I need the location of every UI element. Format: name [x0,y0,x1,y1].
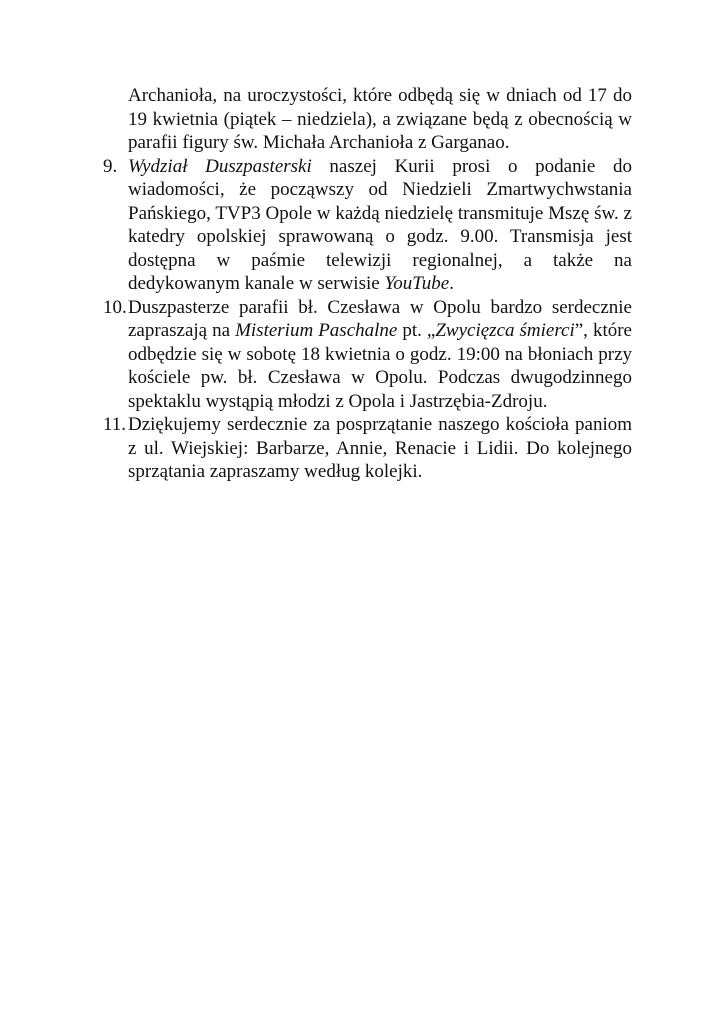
announcement-item-11 [103,413,632,484]
text-run: Dziękujemy serdecznie za posprzątanie naszego kościoła paniom z ul. Wiejskiej: Barbarze, Annie, Renacie i Lidii. Do kolejnego sprzątania zapraszamy według kolejki. [128,414,632,482]
announcement-item-10 [103,296,632,414]
list-item-number: 11. [103,414,127,435]
announcements-text-block [103,84,632,484]
list-item-text [128,297,632,412]
paragraph-continuation [128,84,632,155]
list-item-number: 10. [103,296,127,318]
text-run: naszej Kurii prosi o podanie do wiadomości, że począwszy od Niedzieli Zmartwychwstania Pańskiego, TVP3 Opole w każdą niedzielę transmituje Mszę św. z katedry opolskiej sprawowaną o godz. 9.00. Transmisja jest dostępna w paśmie telewizji regionalnej, a także na dedykowanym kanale w serwisie [128,155,632,294]
italic-text-run: Misterium Paschalne [235,320,398,341]
text-run: Duszpasterze parafii bł. Czesława w Opolu bardzo serdecznie zapraszają na [128,296,632,341]
text-run: pt. „ [397,320,436,341]
text-run: ”, które odbędzie się w sobotę 18 kwietnia o godz. 19:00 na błoniach przy kościele pw. bł. Czesława w Opolu. Podczas dwugodzinnego spektaklu wystąpią młodzi z Opola i Jastrzębia-Zdroju. [128,320,632,412]
italic-text-run: YouTube [384,273,450,294]
text-run: . [449,273,454,294]
text-run: Archanioła, na uroczystości, które odbędą się w dniach od 17 do 19 kwietnia (piątek – niedziela), a związane będą z obecnością w parafii figury św. Michała Archanioła z Garganao. [128,85,632,153]
italic-text-run: Zwycięzca śmierci [435,320,575,341]
italic-text-run: Wydział Duszpasterski [128,155,312,177]
announcement-item-9 [103,155,632,296]
list-item-text [128,156,632,295]
list-item-number: 9. [103,155,118,177]
list-item-text [128,414,632,482]
announcement-list [103,155,632,484]
